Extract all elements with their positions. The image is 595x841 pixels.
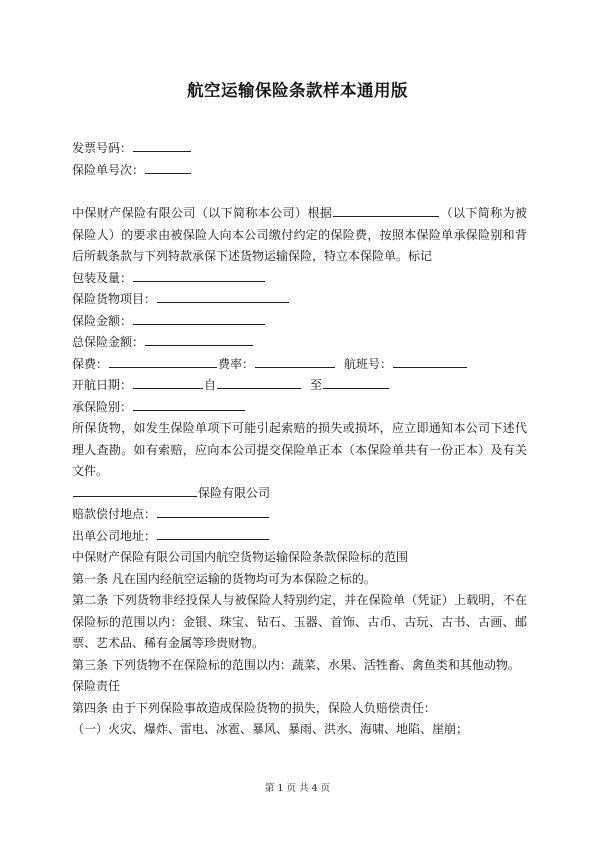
premium-blank <box>109 354 217 368</box>
packing-label: 包装及量： <box>72 270 133 285</box>
policy-number-label: 保险单号次： <box>72 162 145 177</box>
to-blank <box>323 375 389 389</box>
article-4: 第四条 由于下列保险事故造成保险货物的损失，保险人负赔偿责任： <box>72 700 436 715</box>
total-amount-label: 总保险金额： <box>72 335 145 349</box>
company-line <box>72 483 527 505</box>
total-amount-line <box>72 332 527 354</box>
flight-number-blank <box>393 354 467 368</box>
amount-blank <box>133 311 265 325</box>
document-title: 航空运输保险条款样本通用版 <box>187 81 408 100</box>
invoice-number-label: 发票号码： <box>72 141 133 155</box>
from-blank <box>217 375 301 389</box>
invoice-number-line <box>72 138 527 160</box>
packing-blank <box>133 268 265 282</box>
policy-number-line <box>72 160 527 182</box>
goods-label: 保险货物项目： <box>72 292 157 306</box>
goods-blank <box>157 289 289 303</box>
rate-blank <box>255 354 335 368</box>
packing-line <box>72 268 527 290</box>
liability-heading: 保险责任 <box>72 679 121 693</box>
claims-notice: 所保货物，如发生保险单项下可能引起索赔的损失或损坏，应立即通知本公司下述代理人查勘。如有索赔，应向本公司提交保险单正本（本保险单共有一份正本）及有关文件。 <box>72 421 527 478</box>
departure-date-blank <box>133 375 203 389</box>
intro-text-a: 中保财产保险有限公司（以下简称本公司）根据 <box>72 206 333 220</box>
intro-text-b: （以下简称为被保险 <box>72 206 527 242</box>
departure-date-label: 开航日期： <box>72 378 133 392</box>
intro-text-c: 人）的要求由被保险人向本公司缴付约定的保险费，按照本保险单承保险别和背后所载条款与下列特款承保下述货物运输保险，特立本保险单。标记 <box>72 227 527 263</box>
goods-line <box>72 289 527 311</box>
company-suffix: 保险有限公司 <box>198 485 271 500</box>
article-4-item-1: （一）火灾、爆炸、雷电、冰雹、暴风、暴雨、洪水、海啸、地陷、崖崩； <box>72 722 469 736</box>
rate-label: 费率： <box>218 356 255 371</box>
document-body <box>72 138 527 741</box>
coverage-blank <box>133 397 245 411</box>
total-amount-blank <box>145 332 253 346</box>
issuer-address-line <box>72 526 527 548</box>
article-3: 第三条 下列货物不在保险标的范围以内：蔬菜、水果、活牲畜、禽鱼类和其他动物。 <box>72 657 520 672</box>
from-label: 自 <box>204 378 217 392</box>
amount-label: 保险金额： <box>72 313 133 328</box>
article-1: 第一条 凡在国内经航空运输的货物均可为本保险之标的。 <box>72 571 376 586</box>
flight-number-label: 航班号： <box>344 356 393 371</box>
invoice-number-blank <box>133 138 191 152</box>
payment-place-blank <box>157 504 269 518</box>
clauses-heading: 中保财产保险有限公司国内航空货物运输保险条款保险标的范围 <box>72 550 409 564</box>
coverage-label: 承保险别： <box>72 399 133 414</box>
premium-line <box>72 354 527 376</box>
insured-name-blank <box>333 203 439 217</box>
page-footer: 第 1 页 共 4 页 <box>264 783 331 794</box>
issuer-address-label: 出单公司地址： <box>72 528 157 543</box>
premium-label: 保费： <box>72 356 109 371</box>
article-2: 第二条 下列货物非经投保人与被保险人特别约定，并在保险单（凭证）上载明，不在保险标的范围以内：金银、珠宝、钻石、玉器、首饰、古币、古玩、古书、古画、邮票、艺术品、稀有金属等珍贵财物。 <box>72 593 527 650</box>
to-label: 至 <box>310 378 323 392</box>
amount-line <box>72 311 527 333</box>
policy-number-blank <box>145 160 191 174</box>
company-name-blank <box>73 483 197 497</box>
intro-paragraph <box>72 203 527 268</box>
coverage-line <box>72 397 527 419</box>
issuer-address-blank <box>157 526 269 540</box>
departure-date-line <box>72 375 527 397</box>
payment-place-line <box>72 504 527 526</box>
payment-place-label: 赔款偿付地点： <box>72 507 157 521</box>
